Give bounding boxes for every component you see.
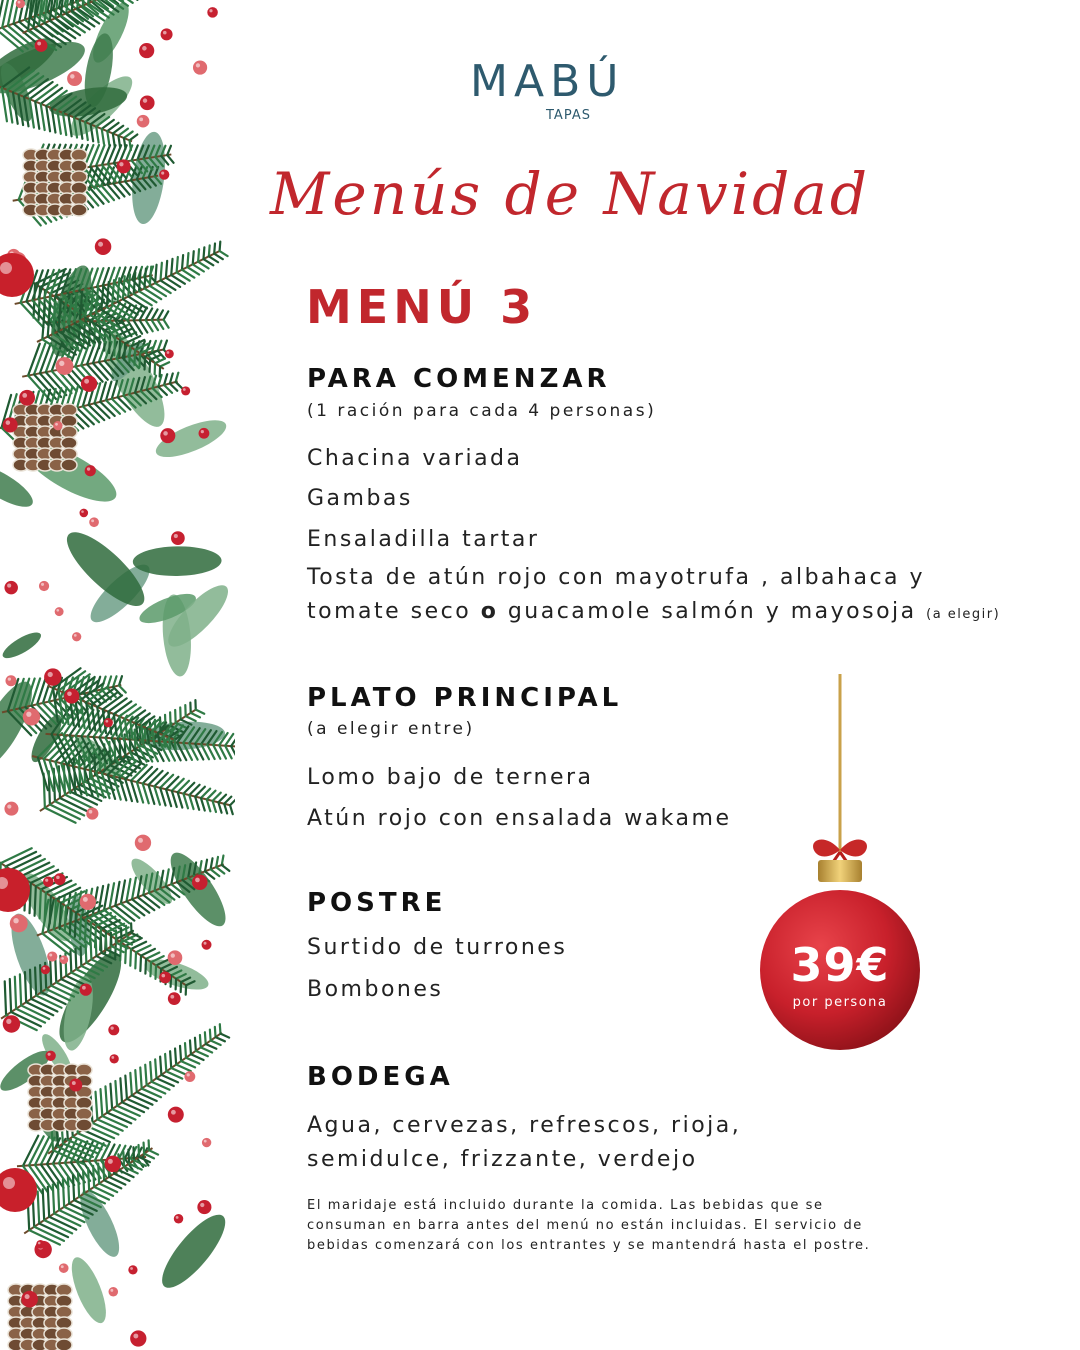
price-unit: por persona: [792, 995, 888, 1010]
item-text: tomate seco: [307, 599, 481, 624]
section-title-dessert: POSTRE: [307, 888, 447, 918]
menu-item: Agua, cervezas, refrescos, rioja,: [307, 1113, 742, 1138]
page-title: Menús de Navidad: [270, 160, 870, 228]
menu-item: semidulce, frizzante, verdejo: [307, 1147, 698, 1172]
footnote-line: consuman en barra antes del menú no están incluidas. El servicio de: [307, 1218, 863, 1233]
section-note-main: (a elegir entre): [307, 719, 475, 739]
menu-item: Tosta de atún rojo con mayotrufa , albahaca y: [307, 565, 926, 590]
menu-number: MENÚ 3: [306, 280, 538, 334]
menu-item: Chacina variada: [307, 446, 523, 471]
item-choice-note: (a elegir): [926, 607, 1001, 622]
item-or: o: [480, 599, 499, 624]
section-note-starters: (1 ración para cada 4 personas): [307, 401, 657, 421]
brand-subtitle: TAPAS: [546, 108, 591, 123]
menu-item: Lomo bajo de ternera: [307, 765, 594, 790]
item-text: guacamole salmón y mayosoja: [498, 599, 917, 624]
section-title-main: PLATO PRINCIPAL: [307, 683, 623, 713]
footnote-line: bebidas comenzará con los entrantes y se mantendrá hasta el postre.: [307, 1238, 871, 1253]
menu-item-continued: [307, 599, 1000, 624]
footnote: [307, 1196, 927, 1256]
footnote-line: El maridaje está incluido durante la comida. Las bebidas que se: [307, 1198, 824, 1213]
menu-item: Bombones: [307, 977, 444, 1002]
price-amount: 39€: [790, 938, 890, 992]
brand-name: MABÚ: [470, 56, 625, 107]
menu-item: Atún rojo con ensalada wakame: [307, 806, 732, 831]
pine-garland-icon: [0, 0, 235, 1350]
section-title-starters: PARA COMENZAR: [307, 364, 611, 394]
brand-logo: [470, 56, 625, 123]
menu-item: Gambas: [307, 486, 413, 511]
menu-item: Surtido de turrones: [307, 935, 568, 960]
menu-item: Ensaladilla tartar: [307, 527, 540, 552]
section-title-drinks: BODEGA: [307, 1062, 454, 1092]
